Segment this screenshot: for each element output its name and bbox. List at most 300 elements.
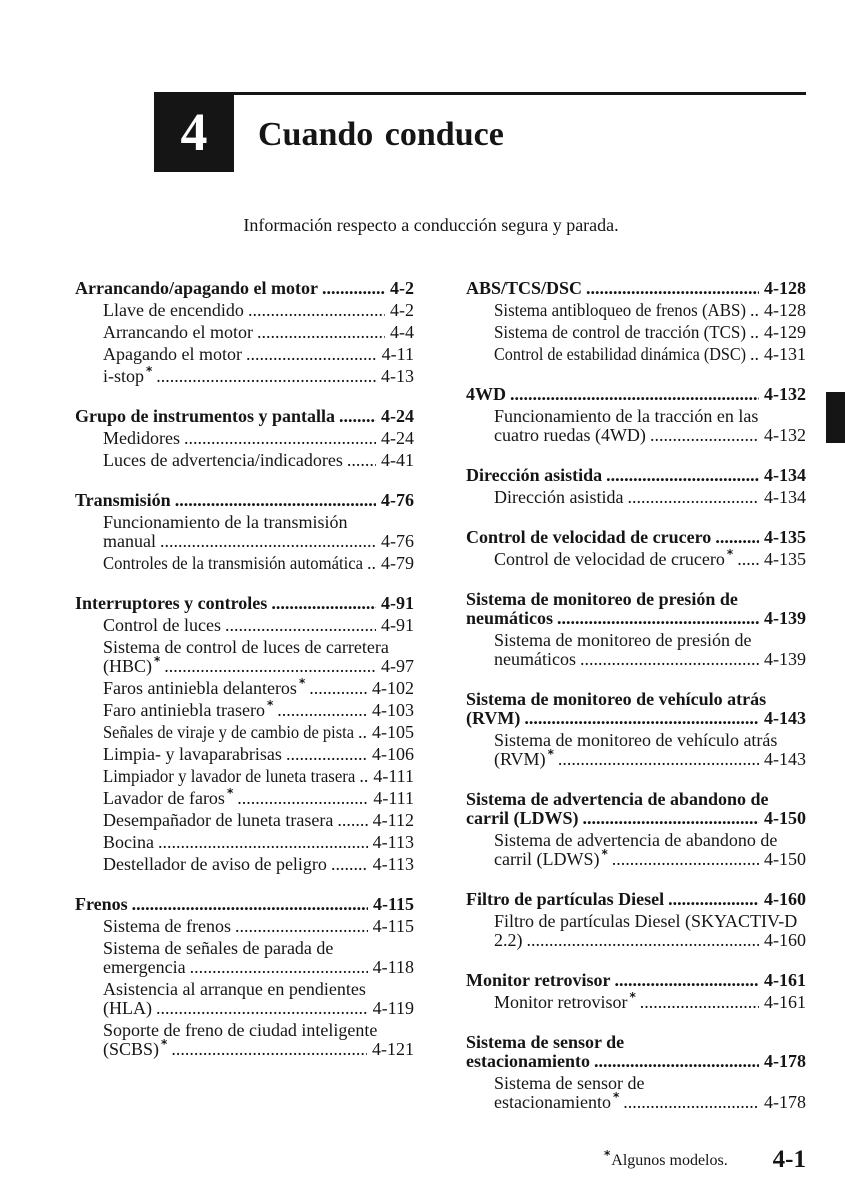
chapter-number: 4 bbox=[180, 102, 208, 162]
section-label bbox=[75, 407, 335, 426]
item-line bbox=[103, 301, 414, 320]
section-label bbox=[466, 609, 553, 628]
item-label bbox=[103, 301, 244, 320]
item-page-number: 4-41 bbox=[381, 450, 414, 470]
section-line bbox=[466, 971, 806, 990]
dot-leader bbox=[322, 279, 385, 298]
section-page-number: 4-76 bbox=[381, 490, 414, 510]
item-text: Luces de advertencia/indicadores bbox=[103, 450, 343, 470]
toc-section-heading bbox=[466, 887, 806, 909]
item-label bbox=[494, 831, 777, 850]
item-text: i-stop bbox=[103, 366, 145, 386]
item-page-number: 4-24 bbox=[381, 428, 414, 448]
item-page-number: 4-79 bbox=[381, 553, 414, 573]
item-page-number: 4-11 bbox=[381, 344, 414, 364]
item-page-number: 4-102 bbox=[372, 678, 414, 698]
toc-item bbox=[75, 764, 414, 786]
item-line bbox=[103, 638, 414, 657]
item-label bbox=[494, 488, 623, 507]
toc-section-heading bbox=[466, 968, 806, 990]
item-line bbox=[494, 407, 806, 426]
toc-section-heading bbox=[466, 787, 806, 828]
item-label bbox=[494, 323, 746, 342]
models-note-marker: * bbox=[146, 364, 153, 378]
item-page-number: 4-111 bbox=[373, 766, 414, 786]
toc-section-heading bbox=[466, 1030, 806, 1071]
item-label bbox=[103, 654, 161, 676]
item-line bbox=[103, 1037, 414, 1059]
models-note-marker: * bbox=[266, 698, 274, 712]
item-text: Arrancando el motor bbox=[103, 322, 253, 342]
toc-section-heading bbox=[466, 276, 806, 298]
item-text: Monitor retrovisor bbox=[494, 992, 628, 1012]
section-text: Filtro de partículas Diesel bbox=[466, 889, 665, 909]
toc-item bbox=[466, 909, 806, 950]
dot-leader bbox=[171, 1040, 367, 1059]
toc-item bbox=[75, 426, 414, 448]
item-label bbox=[494, 547, 734, 569]
toc-item bbox=[75, 808, 414, 830]
item-line bbox=[103, 999, 414, 1018]
toc-section bbox=[466, 1030, 806, 1112]
item-label bbox=[494, 1074, 644, 1093]
dot-leader bbox=[750, 345, 759, 364]
item-line bbox=[103, 554, 414, 573]
item-label bbox=[103, 811, 333, 830]
item-page-number: 4-139 bbox=[764, 649, 806, 669]
section-line bbox=[75, 491, 414, 510]
dot-leader bbox=[527, 931, 760, 950]
section-page-number: 4-143 bbox=[764, 708, 806, 728]
toc-section-heading bbox=[466, 587, 806, 628]
item-label bbox=[103, 833, 154, 852]
toc-section-heading bbox=[466, 382, 806, 404]
item-text: Limpiador y lavador de luneta trasera bbox=[103, 766, 356, 786]
toc-section bbox=[466, 968, 806, 1012]
item-page-number: 4-113 bbox=[372, 854, 414, 874]
item-text: (HBC) bbox=[103, 656, 152, 676]
section-label bbox=[75, 491, 171, 510]
toc-section-heading bbox=[75, 591, 414, 613]
toc-section-heading bbox=[466, 463, 806, 485]
section-line bbox=[466, 1052, 806, 1071]
item-line bbox=[103, 616, 414, 635]
item-label bbox=[494, 631, 751, 650]
dot-leader bbox=[614, 971, 759, 990]
section-text: Sistema de sensor de bbox=[466, 1032, 625, 1052]
item-line bbox=[494, 345, 806, 364]
item-text: 2.2) bbox=[494, 930, 523, 950]
dot-leader bbox=[715, 528, 759, 547]
item-line bbox=[103, 939, 414, 958]
toc-section bbox=[75, 892, 414, 1059]
item-line bbox=[494, 1074, 806, 1093]
dot-leader bbox=[160, 532, 376, 551]
section-label bbox=[75, 279, 318, 298]
section-text: Monitor retrovisor bbox=[466, 970, 611, 990]
item-label bbox=[103, 939, 333, 958]
item-text: Sistema de monitoreo de presión de bbox=[494, 630, 752, 650]
toc-item bbox=[75, 320, 414, 342]
section-label bbox=[466, 1033, 624, 1052]
dot-leader bbox=[237, 789, 368, 808]
item-text: Control de velocidad de crucero bbox=[494, 549, 725, 569]
toc-left-column bbox=[75, 276, 414, 1059]
item-label bbox=[103, 513, 347, 532]
item-label bbox=[103, 745, 282, 764]
item-label bbox=[494, 847, 608, 869]
toc-item bbox=[75, 720, 414, 742]
section-page-number: 4-128 bbox=[764, 278, 806, 298]
dot-leader bbox=[337, 811, 367, 830]
models-note-marker: * bbox=[298, 676, 306, 690]
item-text: Funcionamiento de la tracción en las bbox=[494, 406, 759, 426]
toc-section bbox=[466, 463, 806, 507]
item-text: Faros antiniebla delanteros bbox=[103, 678, 297, 698]
toc-item bbox=[466, 990, 806, 1012]
item-text: (RVM) bbox=[494, 749, 546, 769]
item-label bbox=[494, 1090, 620, 1112]
item-line bbox=[103, 676, 414, 698]
item-page-number: 4-97 bbox=[381, 656, 414, 676]
item-text: Sistema de control de tracción (TCS) bbox=[494, 322, 747, 342]
item-text: Controles de la transmisión automática bbox=[103, 553, 364, 573]
models-note-marker: * bbox=[601, 847, 608, 861]
item-line bbox=[103, 855, 414, 874]
item-text: carril (LDWS) bbox=[494, 849, 600, 869]
section-line bbox=[466, 1033, 806, 1052]
section-text: Sistema de monitoreo de presión de bbox=[466, 589, 738, 609]
section-label bbox=[466, 1052, 590, 1071]
dot-leader bbox=[248, 301, 385, 320]
toc-item bbox=[75, 786, 414, 808]
item-text: Medidores bbox=[103, 428, 180, 448]
item-text: Asistencia al arranque en pendientes bbox=[103, 979, 366, 999]
item-line bbox=[103, 345, 414, 364]
section-text: Sistema de advertencia de abandono de bbox=[466, 789, 769, 809]
section-text: Frenos bbox=[75, 894, 128, 914]
item-text: Filtro de partículas Diesel (SKYACTIV-D bbox=[494, 911, 798, 931]
item-text: emergencia bbox=[103, 957, 186, 977]
chapter-intro: Información respecto a conducción segura y parada. bbox=[243, 215, 619, 235]
item-text: Llave de encendido bbox=[103, 300, 244, 320]
header-rule bbox=[154, 92, 806, 95]
item-label bbox=[494, 747, 554, 769]
dot-leader bbox=[594, 1052, 759, 1071]
footnote bbox=[604, 1148, 728, 1171]
dot-leader bbox=[339, 407, 376, 426]
section-label bbox=[466, 690, 766, 709]
dot-leader bbox=[668, 890, 759, 909]
section-label bbox=[466, 279, 582, 298]
item-label bbox=[103, 1021, 377, 1040]
models-note-marker: * bbox=[226, 786, 234, 800]
toc-item bbox=[466, 320, 806, 342]
dot-leader bbox=[164, 657, 376, 676]
section-line bbox=[466, 385, 806, 404]
item-text: Faro antiniebla trasero bbox=[103, 700, 265, 720]
item-line bbox=[103, 698, 414, 720]
dot-leader bbox=[158, 833, 368, 852]
toc-item bbox=[75, 448, 414, 470]
section-page-number: 4-160 bbox=[764, 889, 806, 909]
item-page-number: 4-160 bbox=[764, 930, 806, 950]
item-line bbox=[103, 451, 414, 470]
section-line bbox=[466, 528, 806, 547]
section-text: carril (LDWS) bbox=[466, 808, 579, 828]
section-text: Control de velocidad de crucero bbox=[466, 527, 712, 547]
section-text: 4WD bbox=[466, 384, 506, 404]
dot-leader bbox=[286, 745, 367, 764]
dot-leader bbox=[358, 723, 367, 742]
item-page-number: 4-13 bbox=[381, 366, 414, 386]
footnote-text: Algunos modelos. bbox=[611, 1152, 728, 1169]
dot-leader bbox=[606, 466, 759, 485]
item-label bbox=[103, 364, 153, 386]
item-text: (HLA) bbox=[103, 998, 152, 1018]
item-label bbox=[103, 616, 221, 635]
item-text: (SCBS) bbox=[103, 1039, 160, 1059]
item-label bbox=[103, 958, 186, 977]
item-page-number: 4-134 bbox=[764, 487, 806, 507]
section-text: neumáticos bbox=[466, 608, 553, 628]
dot-leader bbox=[650, 426, 759, 445]
item-line bbox=[494, 547, 806, 569]
models-note-marker: * bbox=[154, 654, 161, 668]
item-text: estacionamiento bbox=[494, 1092, 611, 1112]
section-label bbox=[75, 895, 128, 914]
item-page-number: 4-161 bbox=[764, 992, 806, 1012]
item-label bbox=[103, 345, 242, 364]
chapter-thumb-tab bbox=[826, 392, 845, 443]
section-line bbox=[466, 890, 806, 909]
item-page-number: 4-112 bbox=[372, 810, 414, 830]
dot-leader bbox=[257, 323, 385, 342]
item-line bbox=[494, 323, 806, 342]
item-line bbox=[103, 1021, 414, 1040]
item-text: neumáticos bbox=[494, 649, 576, 669]
item-page-number: 4-135 bbox=[764, 549, 806, 569]
dot-leader bbox=[737, 550, 759, 569]
item-page-number: 4-2 bbox=[390, 300, 414, 320]
item-text: Sistema de control de luces de carretera bbox=[103, 637, 389, 657]
toc-item bbox=[466, 728, 806, 769]
item-line bbox=[494, 831, 806, 850]
item-line bbox=[494, 847, 806, 869]
item-line bbox=[494, 912, 806, 931]
toc-item bbox=[466, 628, 806, 669]
dot-leader bbox=[190, 958, 368, 977]
item-page-number: 4-105 bbox=[372, 722, 414, 742]
dot-leader bbox=[184, 429, 376, 448]
section-line bbox=[75, 407, 414, 426]
item-text: Control de luces bbox=[103, 615, 221, 635]
item-label bbox=[103, 451, 343, 470]
item-text: cuatro ruedas (4WD) bbox=[494, 425, 646, 445]
item-text: Funcionamiento de la transmisión bbox=[103, 512, 348, 532]
models-note-marker: * bbox=[612, 1090, 620, 1104]
dot-leader bbox=[558, 750, 759, 769]
item-label bbox=[103, 676, 306, 698]
item-line bbox=[494, 631, 806, 650]
section-text: Interruptores y controles bbox=[75, 593, 268, 613]
section-label bbox=[466, 971, 610, 990]
section-page-number: 4-150 bbox=[764, 808, 806, 828]
toc-item bbox=[466, 342, 806, 364]
section-page-number: 4-115 bbox=[372, 894, 414, 914]
section-label bbox=[466, 590, 738, 609]
dot-leader bbox=[331, 855, 368, 874]
toc-item bbox=[75, 830, 414, 852]
models-note-marker: * bbox=[726, 547, 734, 561]
item-line bbox=[103, 833, 414, 852]
section-line bbox=[75, 895, 414, 914]
toc-section bbox=[466, 587, 806, 669]
section-page-number: 4-134 bbox=[764, 465, 806, 485]
section-page-number: 4-135 bbox=[764, 527, 806, 547]
item-text: Control de estabilidad dinámica (DSC) bbox=[494, 344, 746, 364]
toc-section bbox=[75, 276, 414, 386]
dot-leader bbox=[175, 491, 376, 510]
section-label bbox=[466, 385, 506, 404]
section-page-number: 4-2 bbox=[390, 278, 414, 298]
item-text: Desempañador de luneta trasera bbox=[103, 810, 334, 830]
toc-item bbox=[75, 342, 414, 364]
toc-item bbox=[75, 742, 414, 764]
section-page-number: 4-132 bbox=[764, 384, 806, 404]
item-line bbox=[103, 532, 414, 551]
item-text: Bocina bbox=[103, 832, 154, 852]
section-label bbox=[466, 809, 578, 828]
item-line bbox=[103, 654, 414, 676]
toc-item bbox=[466, 485, 806, 507]
section-label bbox=[466, 890, 664, 909]
toc-section-heading bbox=[75, 404, 414, 426]
section-page-number: 4-178 bbox=[764, 1051, 806, 1071]
section-label bbox=[75, 594, 267, 613]
item-label bbox=[103, 917, 231, 936]
item-label bbox=[103, 532, 156, 551]
section-label bbox=[466, 709, 520, 728]
item-page-number: 4-129 bbox=[764, 322, 806, 342]
item-page-number: 4-119 bbox=[372, 998, 414, 1018]
models-note-marker: * bbox=[629, 990, 636, 1004]
item-label bbox=[494, 407, 758, 426]
item-line bbox=[103, 723, 414, 742]
toc-item bbox=[75, 977, 414, 1018]
item-line bbox=[103, 513, 414, 532]
dot-leader bbox=[510, 385, 759, 404]
item-line bbox=[103, 323, 414, 342]
toc-section bbox=[466, 787, 806, 869]
item-page-number: 4-143 bbox=[764, 749, 806, 769]
item-text: Soporte de freno de ciudad inteligente bbox=[103, 1020, 378, 1040]
toc-section bbox=[75, 591, 414, 874]
toc-item bbox=[466, 547, 806, 569]
item-page-number: 4-118 bbox=[372, 957, 414, 977]
item-line bbox=[103, 745, 414, 764]
section-text: (RVM) bbox=[466, 708, 521, 728]
item-line bbox=[494, 731, 806, 750]
toc-section bbox=[466, 276, 806, 364]
item-text: manual bbox=[103, 531, 156, 551]
item-page-number: 4-150 bbox=[764, 849, 806, 869]
item-page-number: 4-106 bbox=[372, 744, 414, 764]
item-line bbox=[103, 917, 414, 936]
item-page-number: 4-132 bbox=[764, 425, 806, 445]
toc-item bbox=[75, 936, 414, 977]
toc-item bbox=[75, 676, 414, 698]
item-label bbox=[494, 426, 646, 445]
dot-leader bbox=[156, 367, 376, 386]
toc-item bbox=[75, 364, 414, 386]
section-label bbox=[466, 528, 711, 547]
toc-section-heading bbox=[75, 276, 414, 298]
toc-section bbox=[466, 382, 806, 445]
item-text: Señales de viraje y de cambio de pista bbox=[103, 722, 354, 742]
section-text: Grupo de instrumentos y pantalla bbox=[75, 406, 336, 426]
item-page-number: 4-111 bbox=[373, 788, 414, 808]
item-line bbox=[103, 980, 414, 999]
item-page-number: 4-91 bbox=[381, 615, 414, 635]
dot-leader bbox=[235, 917, 368, 936]
item-label bbox=[103, 554, 363, 573]
item-label bbox=[103, 723, 354, 742]
dot-leader bbox=[623, 1093, 759, 1112]
dot-leader bbox=[359, 767, 368, 786]
item-line bbox=[103, 767, 414, 786]
item-label bbox=[494, 931, 523, 950]
item-text: Dirección asistida bbox=[494, 487, 624, 507]
dot-leader bbox=[246, 345, 377, 364]
section-line bbox=[466, 790, 806, 809]
item-text: Apagando el motor bbox=[103, 344, 242, 364]
item-page-number: 4-115 bbox=[372, 916, 414, 936]
item-text: Sistema de frenos bbox=[103, 916, 231, 936]
toc-item bbox=[466, 828, 806, 869]
item-page-number: 4-128 bbox=[764, 300, 806, 320]
section-line bbox=[466, 690, 806, 709]
section-line bbox=[466, 809, 806, 828]
item-label bbox=[103, 698, 274, 720]
dot-leader bbox=[580, 650, 759, 669]
dot-leader bbox=[612, 850, 759, 869]
section-line bbox=[466, 609, 806, 628]
toc-section bbox=[466, 525, 806, 569]
toc-item bbox=[75, 298, 414, 320]
item-label bbox=[494, 912, 797, 931]
item-label bbox=[103, 323, 253, 342]
item-page-number: 4-131 bbox=[764, 344, 806, 364]
dot-leader bbox=[524, 709, 759, 728]
section-text: Sistema de monitoreo de vehículo atrás bbox=[466, 689, 767, 709]
item-text: Sistema de monitoreo de vehículo atrás bbox=[494, 730, 778, 750]
section-page-number: 4-139 bbox=[764, 608, 806, 628]
toc-section-heading bbox=[466, 687, 806, 728]
item-line bbox=[494, 488, 806, 507]
item-label bbox=[103, 980, 366, 999]
item-text: Sistema de señales de parada de bbox=[103, 938, 334, 958]
item-page-number: 4-178 bbox=[764, 1092, 806, 1112]
section-page-number: 4-24 bbox=[381, 406, 414, 426]
item-page-number: 4-4 bbox=[390, 322, 414, 342]
item-line bbox=[103, 429, 414, 448]
models-note-marker: * bbox=[547, 747, 554, 761]
item-page-number: 4-103 bbox=[372, 700, 414, 720]
toc-item bbox=[466, 404, 806, 445]
item-label bbox=[103, 429, 180, 448]
toc-item bbox=[466, 298, 806, 320]
